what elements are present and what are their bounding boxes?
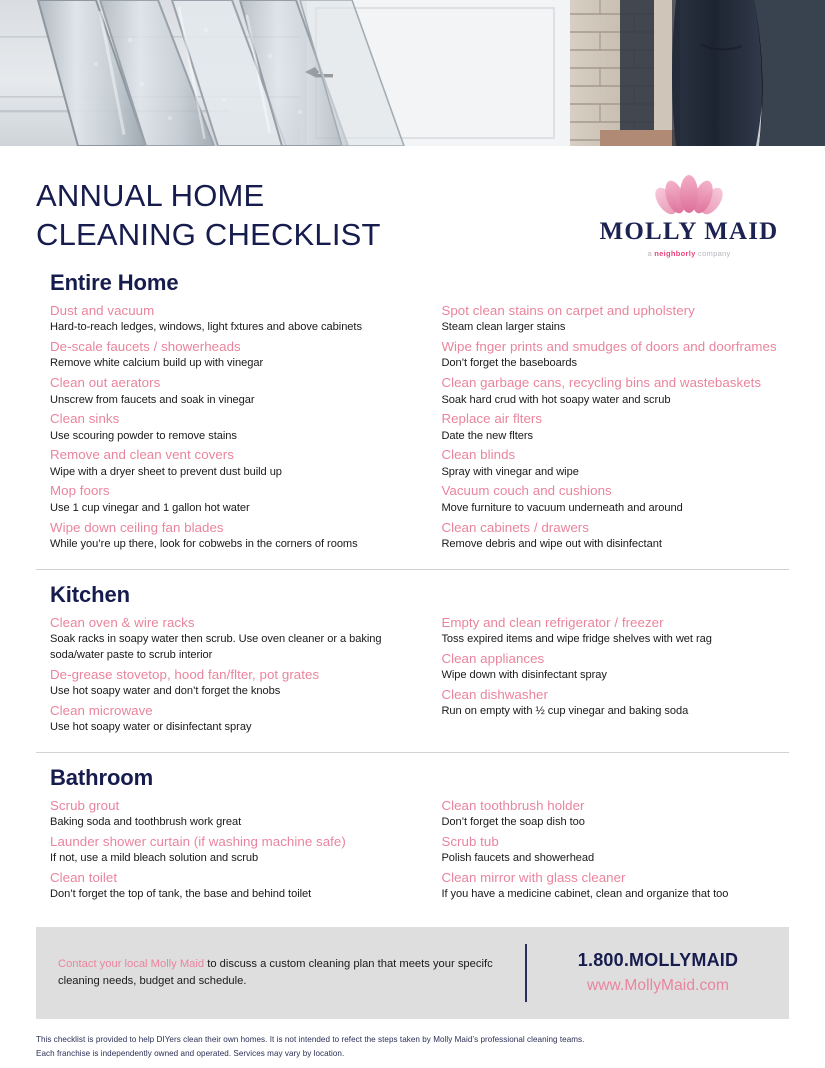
- column-right: [417, 302, 789, 555]
- checklist-item-title: De-scale faucets / showerheads: [50, 339, 241, 355]
- checklist-item-detail: Don’t forget the soap dish too: [441, 816, 585, 829]
- logo-tagline-brand: neighborly: [654, 249, 696, 258]
- section-columns: [36, 614, 789, 738]
- checklist-item-detail: Spray with vinegar and wipe: [441, 465, 579, 478]
- checklist-item[interactable]: [441, 833, 789, 867]
- checklist-item-detail: Use scouring powder to remove stains: [50, 429, 237, 442]
- checklist-item-title: Clean cabinets / drawers: [441, 519, 589, 535]
- checklist-item-detail: Unscrew from faucets and soak in vinegar: [50, 393, 255, 406]
- checklist-item[interactable]: [50, 833, 407, 867]
- checklist-item-detail: Remove white calcium build up with vinegar: [50, 357, 264, 370]
- checklist-sections: [0, 270, 825, 905]
- checklist-item-detail: Soak hard crud with hot soapy water and scrub: [441, 393, 671, 406]
- section-title: Kitchen: [50, 581, 130, 607]
- checklist-item-detail: Use hot soapy water and don’t forget the knobs: [50, 684, 281, 697]
- checklist-item[interactable]: [50, 482, 407, 516]
- checklist-item-title: Clean appliances: [441, 650, 545, 666]
- checklist-item[interactable]: [441, 374, 789, 408]
- checklist-item[interactable]: [50, 374, 407, 408]
- checklist-item[interactable]: [441, 614, 789, 648]
- page-title: [36, 176, 381, 254]
- checklist-item-detail: Remove debris and wipe out with disinfectant: [441, 537, 662, 550]
- checklist-item-detail: Date the new flters: [441, 429, 533, 442]
- checklist-item-detail: Use hot soapy water or disinfectant spray: [50, 720, 252, 733]
- section-title: Entire Home: [50, 270, 179, 295]
- checklist-item[interactable]: [441, 797, 789, 831]
- website-url[interactable]: www.MollyMaid.com: [586, 977, 730, 995]
- section-title: Bathroom: [50, 764, 154, 790]
- checklist-item-title: Clean oven & wire racks: [50, 614, 195, 630]
- disclaimer: [36, 1033, 789, 1061]
- checklist-item-title: De-grease stovetop, hood fan/flter, pot grates: [50, 666, 320, 682]
- section-bathroom: [0, 765, 825, 905]
- checklist-item-detail: Don’t forget the top of tank, the base and behind toilet: [50, 888, 312, 901]
- checklist-item-title: Launder shower curtain (if washing machine safe): [50, 833, 346, 849]
- section-entire-home: [0, 270, 825, 555]
- logo-tagline-pre: a: [647, 249, 655, 258]
- contact-message-rest: to discuss a custom cleaning plan that meets your specifc cleaning needs, budget and schedule.: [58, 957, 493, 987]
- checklist-item[interactable]: [50, 614, 407, 664]
- checklist-item-title: Clean blinds: [441, 447, 516, 463]
- checklist-item-title: Dust and vacuum: [50, 303, 155, 318]
- disclaimer-line-2: Each franchise is independently owned and operated. Services may vary by location.: [36, 1049, 345, 1059]
- checklist-item-detail: Move furniture to vacuum underneath and around: [441, 501, 683, 514]
- contact-message: [58, 956, 517, 991]
- checklist-item-title: Scrub tub: [441, 833, 499, 849]
- column-left: [36, 614, 407, 738]
- checklist-item-title: Clean out aerators: [50, 375, 161, 391]
- checklist-item[interactable]: [441, 650, 789, 684]
- checklist-item[interactable]: [441, 686, 789, 720]
- checklist-item-detail: Soak racks in soapy water then scrub. Use oven cleaner or a baking soda/water paste to scrub interior: [50, 633, 382, 661]
- section-divider: [36, 752, 789, 753]
- column-right: [417, 614, 789, 738]
- checklist-item-title: Clean toilet: [50, 869, 118, 885]
- checklist-item-detail: Baking soda and toothbrush work great: [50, 816, 242, 829]
- lotus-flower-icon: [652, 174, 726, 216]
- checklist-item-title: Spot clean stains on carpet and upholstery: [441, 303, 695, 318]
- section-columns: [36, 302, 789, 555]
- checklist-item-detail: Don’t forget the baseboards: [441, 357, 577, 370]
- checklist-item-detail: Steam clean larger stains: [441, 321, 566, 334]
- checklist-item-title: Wipe fnger prints and smudges of doors and doorframes: [441, 339, 777, 355]
- checklist-item-detail: Toss expired items and wipe fridge shelves with wet rag: [441, 633, 712, 645]
- contact-text-block: [36, 956, 517, 991]
- checklist-item[interactable]: [50, 338, 407, 372]
- checklist-item-title: Scrub grout: [50, 797, 120, 813]
- document-header: [0, 146, 825, 270]
- page-title-line2: CLEANING CHECKLIST: [36, 217, 381, 252]
- checklist-item-detail: Wipe down with disinfectant spray: [441, 669, 607, 682]
- column-left: [36, 797, 407, 905]
- checklist-item[interactable]: [441, 482, 789, 516]
- checklist-item[interactable]: [441, 338, 789, 372]
- checklist-item-title: Empty and clean refrigerator / freezer: [441, 614, 664, 630]
- checklist-item-detail: If not, use a mild bleach solution and scrub: [50, 852, 259, 865]
- contact-link[interactable]: Contact your local Molly Maid: [58, 957, 205, 970]
- checklist-item[interactable]: [50, 446, 407, 480]
- column-right: [417, 797, 789, 905]
- checklist-item[interactable]: [441, 519, 789, 553]
- checklist-item-title: Clean dishwasher: [441, 686, 548, 702]
- contact-details: [527, 950, 789, 995]
- checklist-item-title: Clean toothbrush holder: [441, 797, 585, 813]
- checklist-item-title: Clean garbage cans, recycling bins and wastebaskets: [441, 375, 762, 391]
- checklist-item-detail: Polish faucets and showerhead: [441, 852, 595, 865]
- checklist-item[interactable]: [441, 446, 789, 480]
- logo-tagline: [591, 249, 787, 258]
- contact-panel: [36, 927, 789, 1019]
- checklist-item[interactable]: [441, 302, 789, 336]
- checklist-item[interactable]: [50, 702, 407, 736]
- checklist-item[interactable]: [50, 869, 407, 903]
- section-divider: [36, 569, 789, 570]
- checklist-item[interactable]: [441, 410, 789, 444]
- checklist-item-title: Vacuum couch and cushions: [441, 483, 612, 499]
- checklist-item-detail: If you have a medicine cabinet, clean and organize that too: [441, 888, 729, 901]
- logo-wordmark: MOLLY MAID: [599, 218, 779, 245]
- checklist-item-title: Clean mirror with glass cleaner: [441, 869, 626, 885]
- page-title-line1: ANNUAL HOME: [36, 177, 265, 213]
- checklist-item[interactable]: [50, 410, 407, 444]
- checklist-item[interactable]: [50, 519, 407, 553]
- checklist-item[interactable]: [50, 302, 407, 336]
- banner-photo: [0, 0, 825, 146]
- section-kitchen: [0, 582, 825, 738]
- checklist-item-title: Mop foors: [50, 483, 110, 499]
- checklist-item[interactable]: [441, 869, 789, 903]
- banner-photo-illustration: [0, 0, 825, 146]
- checklist-item-detail: Run on empty with ½ cup vinegar and baking soda: [441, 705, 689, 718]
- checklist-item-detail: Wipe with a dryer sheet to prevent dust build up: [50, 465, 282, 478]
- checklist-item-title: Wipe down ceiling fan blades: [50, 519, 224, 535]
- disclaimer-line-1: This checklist is provided to help DIYers clean their own homes. It is not intended to refect the steps taken by Molly Maid’s professional cleaning teams.: [36, 1034, 585, 1044]
- section-columns: [36, 797, 789, 905]
- checklist-item-title: Clean microwave: [50, 702, 153, 718]
- checklist-item-detail: Use 1 cup vinegar and 1 gallon hot water: [50, 501, 250, 514]
- checklist-item[interactable]: [50, 666, 407, 700]
- checklist-item-title: Remove and clean vent covers: [50, 447, 234, 463]
- molly-maid-logo: [591, 172, 787, 258]
- document-body: [0, 146, 825, 1061]
- column-left: [36, 302, 407, 555]
- logo-tagline-post: company: [695, 249, 731, 258]
- checklist-item[interactable]: [50, 797, 407, 831]
- checklist-item-title: Clean sinks: [50, 411, 120, 427]
- phone-number[interactable]: 1.800.MOLLYMAID: [577, 950, 739, 971]
- checklist-item-title: Replace air flters: [441, 411, 543, 427]
- checklist-item-detail: While you’re up there, look for cobwebs in the corners of rooms: [50, 537, 358, 550]
- checklist-item-detail: Hard-to-reach ledges, windows, light fxtures and above cabinets: [50, 321, 362, 334]
